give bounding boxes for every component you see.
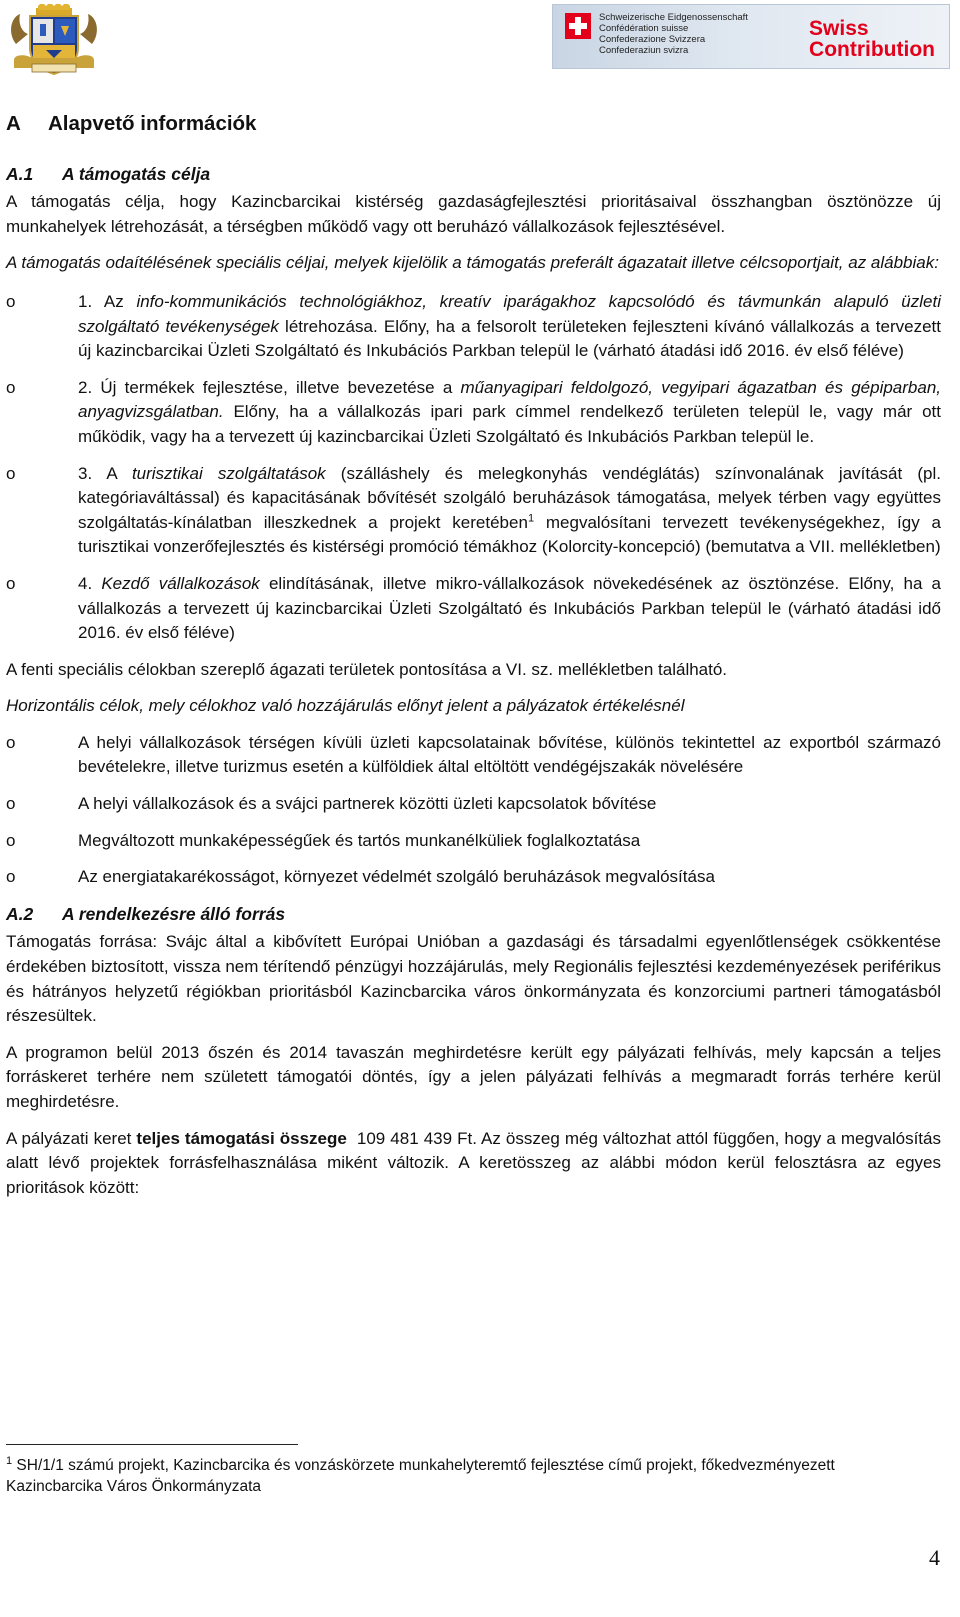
paragraph: Támogatás forrása: Svájc által a kibővített Európai Unióban a gazdasági és társadalmi egyenlőtlenségek csökkentése érdekében biztosított, vissza nem térítendő pénzügyi hozzájárulás, mely Regionális fejlesztési kezdeményezések periférikus és hátrányos helyzetű régiókban prioritásból Kazincbarcika város önkormányzata és konzorciumi partneri támogatásból részesültek. (6, 932, 941, 1026)
list-item: o 4. Kezdő vállalkozások elindításának, illetve mikro-vállalkozások növekedésének az ösztönzése. Előny, ha a vállalkozás a tervezett új kazincbarcikai Üzleti Szolgáltató és Inkubációs Parkban települ le (várható átadási idő 2016. év első féléve) (6, 573, 942, 643)
paragraph-italic: Horizontális célok, mely célokhoz való hozzájárulás előnyt jelent a pályázatok értékelésnél (6, 696, 685, 716)
paragraph: A programon belül 2013 őszén és 2014 tavaszán meghirdetésre került egy pályázati felhívás, mely kapcsán a teljes forráskeret terhére nem született támogatói döntés, így a jelen pályázati felhívás a megmaradt forrás terhére kerül meghirdetésre. (6, 1042, 941, 1111)
swiss-confederation-text: Schweizerische Eidgenossenschaft Confédération suisse Confederazione Svizzera Confederaziun svizra (599, 12, 748, 56)
bullet-marker: o (6, 463, 16, 483)
bullet-marker: o (6, 377, 16, 397)
list-item: o Az energiatakarékosságot, környezet védelmét szolgáló beruházások megvalósítása (6, 865, 941, 890)
bullet-marker: o (6, 573, 16, 593)
bullet-marker: o (6, 732, 16, 752)
subsection-heading-a1: A.1 A támogatás célja (6, 163, 211, 184)
footnote-divider (6, 1444, 298, 1445)
list-item: o A helyi vállalkozások és a svájci partnerek közötti üzleti kapcsolatok bővítése (6, 792, 941, 817)
footnote-reference: 1 (527, 512, 535, 525)
section-heading: A Alapvető információk (6, 112, 257, 135)
total-amount-label: teljes támogatási összege (136, 1128, 347, 1148)
subsection-heading-a2: A.2 A rendelkezésre álló forrás (6, 903, 286, 924)
paragraph-italic: A támogatás odaítélésének speciális céljai, melyek kijelölik a támogatás preferált ágazatait illetve célcsoportjait, az alábbiak: (6, 253, 939, 273)
list-item: o Megváltozott munkaképességűek és tartós munkanélküliek foglalkoztatása (6, 829, 941, 854)
bullet-marker: o (6, 830, 16, 850)
paragraph: A támogatás célja, hogy Kazincbarcikai kistérség gazdaságfejlesztési prioritásaival összhangban ösztönözze új munkahelyek létrehozását, a térségben működő vagy ott beruházó vállalkozások fejlesztésével. (6, 192, 941, 236)
horizontal-goals-list (6, 731, 941, 890)
bullet-marker: o (6, 291, 16, 311)
list-item: o 1. Az info-kommunikációs technológiákhoz, kreatív iparágakhoz kapcsolódó és távmunkán alapuló üzleti szolgáltató tevékenységek létrehozása. Előny, ha a felsorolt területeken fejleszteni kívánó vállalkozás a tervezett új kazincbarcikai Üzleti Szolgáltató és Inkubációs Parkban települ le (várható átadási idő 2016. év első féléve) (6, 291, 941, 361)
paragraph: A fenti speciális célokban szereplő ágazati területek pontosítása a VI. sz. mellékletben található. (6, 659, 728, 679)
list-item: o 3. A turisztikai szolgáltatások (szálláshely és melegkonyhás vendéglátás) színvonalának javítását (pl. kategóriaváltással) és kapacitásának bővítését szolgáló beruházások támogatása, melyek térben vagy együttes szolgáltatás-kínálatban illeszkednek a projekt keretében$^1$ megvalósítani tervezett tevékenységekhez, így a turisztikai vonzerőfejlesztés és kistérségi promóció témákhoz (Kolorcity-koncepció) (bemutatva a VII. mellékletben) (6, 463, 941, 557)
swiss-contribution-logo (552, 4, 950, 69)
swiss-flag-icon (565, 13, 591, 39)
swiss-contribution-wordmark: Swiss Contribution (809, 17, 935, 61)
paragraph: A pályázati keret teljes támogatási összege 109 481 439 Ft. Az összeg még változhat attól függően, hogy a megvalósítás alatt lévő projektek forrásfelhasználása miként változik. A keretösszeg az alábbi módon kerül felosztásra az egyes prioritások között: (6, 1128, 946, 1197)
bullet-marker: o (6, 867, 16, 887)
list-item: o 2. Új termékek fejlesztése, illetve bevezetése a műanyagipari feldolgozó, vegyipari ágazatban és gépiparban, anyagvizsgálatban. Előny, ha a vállalkozás ipari park címmel rendelkező területen települ le, vagy már ott működik, vagy ha a tervezett új kazincbarcikai Üzleti Szolgáltató és Inkubációs Parkban települ le. (6, 377, 942, 446)
bullet-marker: o (6, 794, 16, 814)
page-number: 4 (929, 1545, 940, 1570)
document-body (6, 112, 946, 1212)
footnote: $^1$ SH/1/1 számú projekt, Kazincbarcika és vonzáskörzete munkahelyteremtő fejlesztése című projekt, főkedvezményezett Kazincbarcika Város Önkormányzata (6, 1454, 835, 1495)
specific-goals-list (6, 290, 941, 646)
list-item: o A helyi vállalkozások térségen kívüli üzleti kapcsolatainak bővítése, különös tekintettel az exportból származó bevételekre, illetve turizmus esetén a külföldiek által eltöltött vendégéjszakák növelésére (6, 732, 941, 777)
city-crest-logo (6, 4, 102, 78)
